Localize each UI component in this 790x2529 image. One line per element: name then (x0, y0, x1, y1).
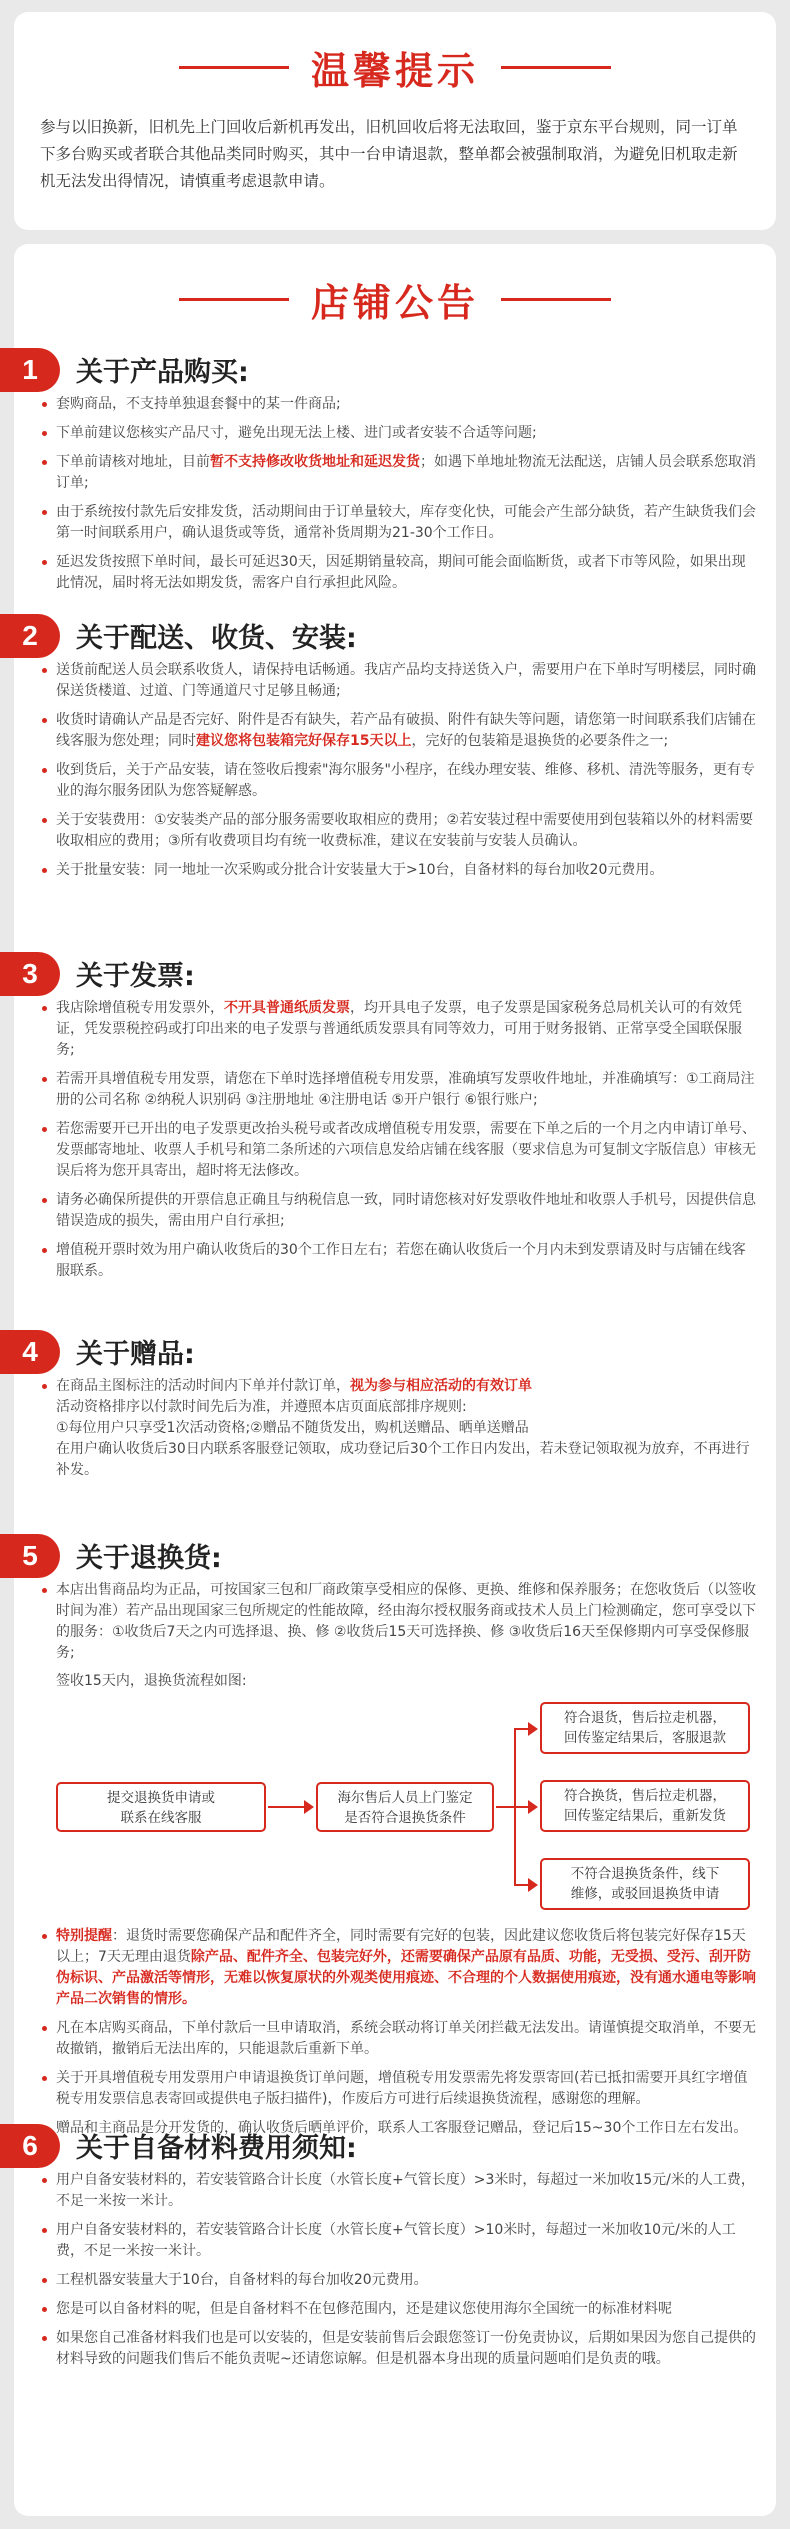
item-text: 下单前请核对地址，目前 (56, 454, 210, 470)
section-items (14, 1926, 776, 2139)
notice-title: 温馨提示 (310, 49, 479, 93)
title-bar-left (179, 298, 289, 301)
section-header (14, 614, 776, 660)
highlight-text: 不开具普通纸质发票 (224, 1000, 350, 1016)
flow-start-box: 提交退换货申请或 联系在线客服 (56, 1782, 266, 1832)
item-text: 您是可以自备材料的呢，但是自备材料不在包修范围内，还是建议您使用海尔全国统一的标准材料呢 (56, 2301, 672, 2317)
section-title: 关于配送、收货、安装: (76, 623, 357, 654)
flow-arrow (514, 1806, 536, 1808)
section-number-badge: 2 (0, 614, 60, 658)
list-item (56, 1069, 756, 1111)
item-text: 如果您自己准备材料我们也是可以安装的，但是安装前售后会跟您签订一份免责协议，后期如果因为您自己提供的材料导致的问题我们售后不能负责呢~还请您谅解。但是机器本身出现的质量问题咱们是负责的哦。 (56, 2330, 756, 2367)
section-items (14, 1580, 776, 1664)
list-item (56, 1580, 756, 1664)
highlight-text: 视为参与相应活动的有效订单 (350, 1378, 532, 1394)
title-bar-left (179, 66, 289, 69)
section-items (14, 2170, 776, 2370)
highlight-text: 暂不支持修改收货地址和延迟发货 (210, 454, 420, 470)
flow-connector (496, 1806, 516, 1808)
section-product-purchase (14, 348, 776, 602)
section-title: 关于赠品: (76, 1339, 195, 1370)
section-number-badge: 4 (0, 1330, 60, 1374)
item-text: 套购商品，不支持单独退套餐中的某一件商品; (56, 396, 341, 412)
notice-text: 参与以旧换新，旧机先上门回收后新机再发出，旧机回收后将无法取回，鉴于京东平台规则，同一订单下多台购买或者联合其他品类同时购买，其中一台申请退款，整单都会被强制取消，为避免旧机取走新机无法发出得情况，请慎重考虑退款申请。 (40, 118, 738, 190)
section-title: 关于退换货: (76, 1543, 222, 1574)
item-text: 7天无理由退货 (98, 1949, 191, 1965)
list-item (56, 452, 756, 494)
section-title: 关于发票: (76, 961, 195, 992)
section-header (14, 1534, 776, 1580)
list-item (56, 2270, 756, 2291)
section-items (14, 394, 776, 594)
section-number-badge: 6 (0, 2124, 60, 2168)
list-item (56, 423, 756, 444)
flow-arrow (268, 1806, 312, 1808)
list-item (56, 810, 756, 852)
list-item (56, 2170, 756, 2212)
section-delivery-install (14, 614, 776, 889)
item-text: 请务必确保所提供的开票信息正确且与纳税信息一致，同时请您核对好发票收件地址和收票人手机号，因提供信息错误造成的损失，需由用户自行承担; (56, 1192, 756, 1229)
item-text: 延迟发货按照下单时间，最长可延迟30天，因延期销量较高，期间可能会面临断货，或者下市等风险，如果出现此情况，届时将无法如期发货，需客户自行承担此风险。 (56, 554, 746, 591)
flow-exchange-outcome-box: 符合换货，售后拉走机器， 回传鉴定结果后，重新发货 (540, 1780, 750, 1832)
item-text: 由于系统按付款先后安排发货，活动期间由于订单量较大，库存变化快，可能会产生部分缺货，若产生缺货我们会第一时间联系用户，确认退货或等货，通常补货周期为21-30个工作日。 (56, 504, 756, 541)
item-text: 增值税开票时效为用户确认收货后的30个工作日左右；若您在确认收货后一个月内未到发票请及时与店铺在线客服联系。 (56, 1242, 746, 1279)
list-item (56, 2299, 756, 2320)
item-text: 下单前建议您核实产品尺寸，避免出现无法上楼、进门或者安装不合适等问题; (56, 425, 537, 441)
highlight-text: 除产品、配件齐全、包装完好外，还需要确保产品原有品质、功能，无受损、受污、刮开防伪标识、产品激活等情形，无难以恢复原状的外观类使用痕迹、不合理的个人数据使用痕迹，没有通水通电等影响产品二次销售的情形。 (56, 1949, 756, 2007)
list-item (56, 1376, 756, 1481)
returns-flow-diagram (14, 1696, 776, 1916)
item-text: 若您需要开已开出的电子发票更改抬头税号或者改成增值税专用发票，需要在下单之后的一个月之内申请订单号、发票邮寄地址、收票人手机号和第二条所述的六项信息发给店铺在线客服（要求信息为可复制文字版信息）审核无误后将为您开具寄出，超时将无法修改。 (56, 1121, 756, 1179)
item-text: 用户自备安装材料的，若安装管路合计长度（水管长度+气管长度）>3米时，每超过一米加收15元/米的人工费，不足一米按一米计。 (56, 2172, 755, 2209)
section-invoice (14, 952, 776, 1290)
item-text: 活动资格排序以付款时间先后为准，并遵照本店页面底部排序规则: ①每位用户只享受1次活动资格;②赠品不随货发出，购机送赠品、晒单送赠品 在用户确认收货后30日内联系客服登记领取，成功登记后30个工作日内发出，若未登记领取视为放弃，不再进行补发。 (56, 1399, 750, 1478)
item-text: ：退货时需要您确保产品和配件齐全，同时需要有完好的包装，因此建议您收货后将包装完好保存15天以上； (56, 1928, 746, 1965)
section-header (14, 2124, 776, 2170)
flow-return-outcome-box: 符合退货，售后拉走机器， 回传鉴定结果后，客服退款 (540, 1702, 750, 1754)
item-text: 关于批量安装：同一地址一次采购或分批合计安装量大于>10台，自备材料的每台加收20元费用。 (56, 862, 664, 878)
flow-reject-outcome-box: 不符合退换货条件，线下 维修，或驳回退换货申请 (540, 1858, 750, 1910)
item-text: 关于开具增值税专用发票用户申请退换货订单问题，增值税专用发票需先将发票寄回(若已抵扣需要开具红字增值税专用发票信息表寄回或提供电子版扫描件)，作废后方可进行后续退换货流程，感谢您的理解。 (56, 2070, 748, 2107)
list-item (56, 710, 756, 752)
store-announcement-card (14, 244, 776, 2516)
warm-notice-card (14, 12, 776, 230)
list-item (56, 1240, 756, 1282)
store-title-row (14, 272, 776, 327)
section-returns (14, 1534, 776, 2147)
section-header (14, 1330, 776, 1376)
item-text: 用户自备安装材料的，若安装管路合计长度（水管长度+气管长度）>10米时，每超过一米加收10元/米的人工费，不足一米按一米计。 (56, 2222, 736, 2259)
list-item (56, 1190, 756, 1232)
item-text: 凡在本店购买商品，下单付款后一旦申请取消，系统会联动将订单关闭拦截无法发出。请谨慎提交取消单，不要无故撤销，撤销后无法出库的，只能退款后重新下单。 (56, 2020, 756, 2057)
title-bar-right (501, 298, 611, 301)
list-item (56, 2068, 756, 2110)
highlight-text: 特别提醒 (56, 1928, 112, 1944)
item-text: 本店出售商品均为正品，可按国家三包和厂商政策享受相应的保修、更换、维修和保养服务；在您收货后（以签收时间为准）若产品出现国家三包所规定的性能故障，经由海尔授权服务商或技术人员上门检测确定，您可享受以下的服务：①收货后7天之内可选择退、换、修 ②收货后15天可选择换、修 ③收货后16天至保修期内可享受保修服务; (56, 1582, 756, 1661)
item-text: 工程机器安装量大于10台，自备材料的每台加收20元费用。 (56, 2272, 428, 2288)
item-text: 我店除增值税专用发票外， (56, 1000, 224, 1016)
item-text: 收到货后，关于产品安装，请在签收后搜索"海尔服务"小程序，在线办理安装、维修、移机、清洗等服务，更有专业的海尔服务团队为您答疑解惑。 (56, 762, 755, 799)
section-items (14, 1376, 776, 1481)
section-items (14, 660, 776, 881)
list-item (56, 760, 756, 802)
section-header (14, 952, 776, 998)
flow-middle-box: 海尔售后人员上门鉴定 是否符合退换货条件 (316, 1782, 494, 1832)
section-number-badge: 5 (0, 1534, 60, 1578)
item-text: 赠品和主商品是分开发货的，确认收货后晒单评价，联系人工客服登记赠品，登记后15~30个工作日左右发出。 (56, 2120, 748, 2136)
list-item (56, 2328, 756, 2370)
section-title: 关于产品购买: (76, 357, 249, 388)
list-item (56, 2018, 756, 2060)
item-text: ，均开具电子发票，电子发票是国家税务总局机关认可的有效凭证，凭发票税控码或打印出来的电子发票与普通纸质发票具有同等效力，可用于财务报销、正常享受全国联保服务; (56, 1000, 742, 1058)
item-text: 若需开具增值税专用发票，请您在下单时选择增值税专用发票，准确填写发票收件地址，并准确填写：①工商局注册的公司名称 ②纳税人识别码 ③注册地址 ④注册电话 ⑤开户银行 ⑥银行账户; (56, 1071, 755, 1108)
flow-arrow (514, 1884, 536, 1886)
section-gifts (14, 1330, 776, 1489)
list-item (56, 552, 756, 594)
section-number-badge: 1 (0, 348, 60, 392)
item-text: ，完好的包装箱是退换货的必要条件之一; (411, 733, 669, 749)
list-item (56, 502, 756, 544)
store-title: 店铺公告 (310, 281, 479, 325)
item-text: 收货时请确认产品是否完好、附件是否有缺失，若产品有破损、附件有缺失等问题，请您第一时间联系我们店铺在线客服为您处理；同时 (56, 712, 756, 749)
list-item (56, 2220, 756, 2262)
list-item (56, 998, 756, 1061)
item-text: 在商品主图标注的活动时间内下单并付款订单， (56, 1378, 350, 1394)
section-number-badge: 3 (0, 952, 60, 996)
section-items (14, 998, 776, 1282)
highlight-text: 建议您将包装箱完好保存15天以上 (196, 733, 412, 749)
list-item (56, 1926, 756, 2010)
notice-title-row (14, 40, 776, 95)
section-title: 关于自备材料费用须知: (76, 2133, 357, 2164)
list-item (56, 394, 756, 415)
item-text: ；如遇下单地址物流无法配送，店铺人员会联系您取消订单; (56, 454, 756, 491)
section-self-materials (14, 2124, 776, 2378)
list-item (56, 860, 756, 881)
title-bar-right (501, 66, 611, 69)
section-header (14, 348, 776, 394)
flow-intro: 签收15天内，退换货流程如图: (56, 1673, 247, 1689)
list-item (56, 1119, 756, 1182)
flow-arrow (514, 1728, 536, 1730)
list-item (56, 660, 756, 702)
item-text: 关于安装费用：①安装类产品的部分服务需要收取相应的费用；②若安装过程中需要使用到包装箱以外的材料需要收取相应的费用；③所有收费项目均有统一收费标准，建议在安装前与安装人员确认。 (56, 812, 754, 849)
item-text: 送货前配送人员会联系收货人，请保持电话畅通。我店产品均支持送货入户，需要用户在下单时写明楼层，同时确保送货楼道、过道、门等通道尺寸足够且畅通; (56, 662, 756, 699)
